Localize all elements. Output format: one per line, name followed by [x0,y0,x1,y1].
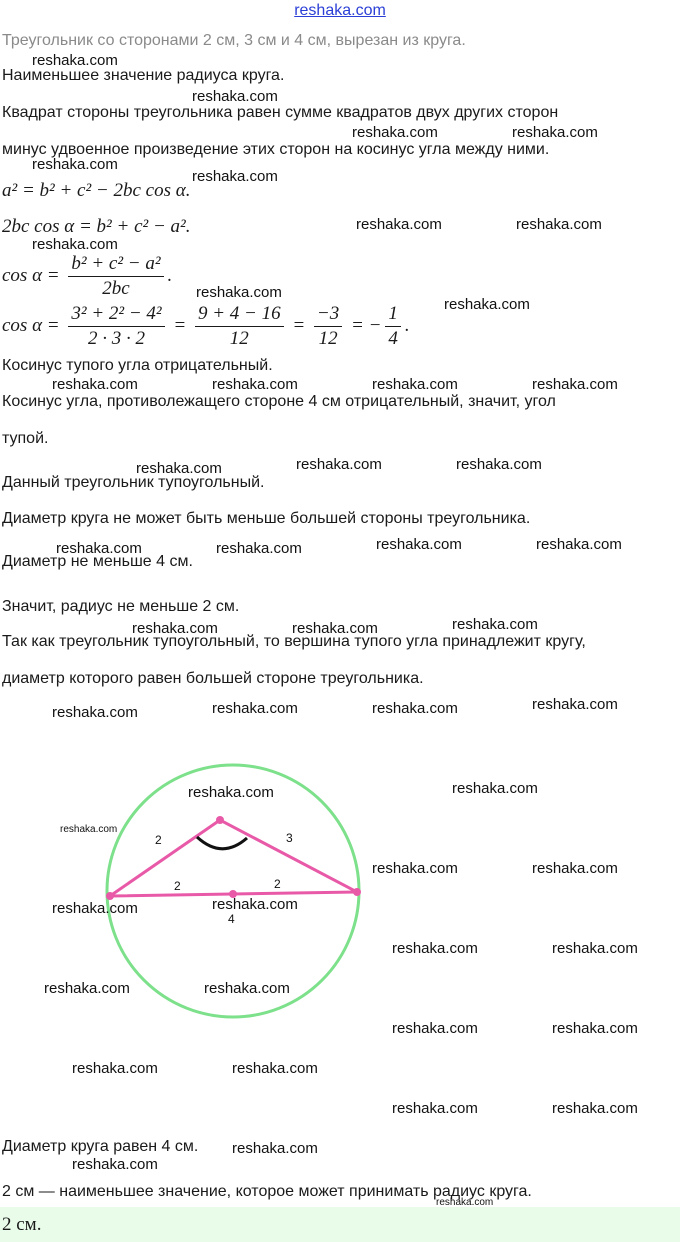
site-link[interactable]: reshaka.com [294,2,386,19]
watermark: reshaka.com [436,1197,494,1208]
equation-cos-formula: cos α = $\frac{\text{b² + c² − a²}}{2bc}$ . [2,253,173,299]
watermark: reshaka.com [212,896,298,913]
watermark: reshaka.com [552,1020,638,1037]
paragraph-obtuse-cos: Косинус тупого угла отрицательный. [2,357,273,374]
task-text: Треугольник со сторонами 2 см, 3 см и 4 см, вырезан из круга. [2,32,466,49]
watermark: reshaka.com [136,460,222,477]
answer-box: 2 см. [0,1207,680,1242]
paragraph-vertex-2: диаметр которого равен большей стороне треугольника. [2,670,424,687]
watermark: reshaka.com [516,216,602,233]
watermark: reshaka.com [60,824,118,835]
watermark: reshaka.com [356,216,442,233]
watermark: reshaka.com [532,860,618,877]
paragraph-diameter-equals: Диаметр круга равен 4 см. [2,1138,199,1155]
label-side-right: 3 [286,831,293,845]
watermark: reshaka.com [552,1100,638,1117]
task-question: Наименьшее значение радиуса круга. [2,67,285,84]
watermark: reshaka.com [392,1020,478,1037]
paragraph-diameter-rule: Диаметр круга не может быть меньше большей стороны треугольника. [2,510,531,527]
watermark: reshaka.com [52,704,138,721]
watermark: reshaka.com [44,980,130,997]
vertex-left [106,892,114,900]
watermark: reshaka.com [212,700,298,717]
watermark: reshaka.com [52,900,138,917]
watermark: reshaka.com [372,860,458,877]
label-base: 4 [228,912,235,926]
watermark: reshaka.com [512,124,598,141]
watermark: reshaka.com [392,940,478,957]
watermark: reshaka.com [196,284,282,301]
watermark: reshaka.com [392,1100,478,1117]
watermark: reshaka.com [56,540,142,557]
watermark: reshaka.com [372,376,458,393]
watermark: reshaka.com [372,700,458,717]
label-half-left: 2 [174,879,181,893]
triangle [110,820,357,896]
paragraph-conclusion: 2 см — наименьшее значение, которое может принимать радиус круга. [2,1183,532,1200]
watermark: reshaka.com [232,1140,318,1157]
paragraph-diameter-min: Диаметр не меньше 4 см. [2,553,193,570]
equation-cos-value: cos α = $\frac{\text{3² + 2² − 4²}}{2 \cdot 3 \cdot 2}$ = $\frac{9 + 4 - 16}{12}$ = $\frac{-3}{12}$ = − $\frac{1}{4}$ . [2,303,410,349]
paragraph-vertex-1: Так как треугольник тупоугольный, то вершина тупого угла принадлежит кругу, [2,633,586,650]
watermark: reshaka.com [296,456,382,473]
watermark: reshaka.com [232,1060,318,1077]
watermark: reshaka.com [32,156,118,173]
watermark: reshaka.com [192,88,278,105]
watermark: reshaka.com [52,376,138,393]
watermark: reshaka.com [192,168,278,185]
vertex-right [353,888,361,896]
watermark: reshaka.com [132,620,218,637]
watermark: reshaka.com [32,52,118,69]
watermark: reshaka.com [72,1060,158,1077]
watermark: reshaka.com [352,124,438,141]
watermark: reshaka.com [32,236,118,253]
paragraph-obtuse-triangle: Данный треугольник тупоугольный. [2,474,265,491]
obtuse-angle-arc [197,837,247,849]
paragraph-radius-min: Значит, радиус не меньше 2 см. [2,598,240,615]
watermark: reshaka.com [212,376,298,393]
paragraph-cosine-rule-2: минус удвоенное произведение этих сторон на косинус угла между ними. [2,141,550,158]
label-side-left: 2 [155,833,162,847]
vertex-top [216,816,224,824]
watermark: reshaka.com [292,620,378,637]
paragraph-cosine-rule-1: Квадрат стороны треугольника равен сумме квадратов двух других сторон [2,104,559,121]
watermark: reshaka.com [532,696,618,713]
watermark: reshaka.com [532,376,618,393]
equation-cosine-rule: a² = b² + c² − 2bc cos α. [2,180,191,201]
watermark: reshaka.com [188,784,274,801]
watermark: reshaka.com [456,456,542,473]
watermark: reshaka.com [444,296,530,313]
watermark: reshaka.com [204,980,290,997]
watermark: reshaka.com [452,780,538,797]
watermark: reshaka.com [452,616,538,633]
paragraph-angle-2: тупой. [2,430,49,447]
equation-rearranged: 2bc cos α = b² + c² − a². [2,216,191,237]
paragraph-angle-1: Косинус угла, противолежащего стороне 4 см отрицательный, значит, угол [2,393,556,410]
watermark: reshaka.com [552,940,638,957]
label-half-right: 2 [274,877,281,891]
watermark: reshaka.com [216,540,302,557]
watermark: reshaka.com [72,1156,158,1173]
watermark: reshaka.com [376,536,462,553]
watermark: reshaka.com [536,536,622,553]
